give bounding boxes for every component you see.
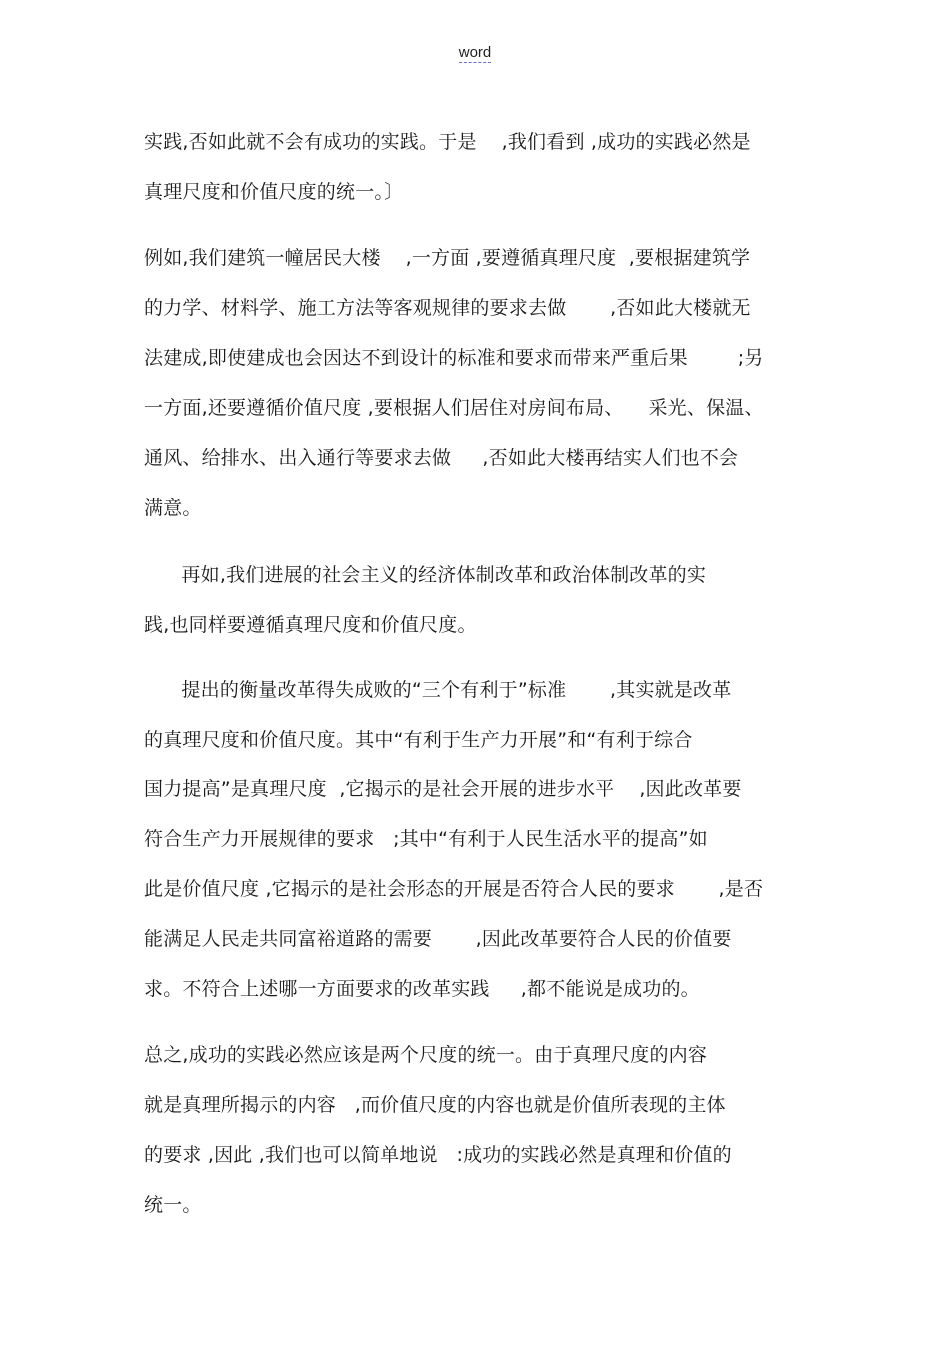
text-line: 实践,否如此就不会有成功的实践。于是 ,我们看到 ,成功的实践必然是 bbox=[144, 131, 751, 153]
text-line: 能满足人民走共同富裕道路的需要 ,因此改革要符合人民的价值要 bbox=[144, 928, 732, 950]
text-line: 的真理尺度和价值尺度。其中“有利于生产力开展”和“有利于综合 bbox=[144, 729, 693, 751]
page-header bbox=[0, 44, 950, 61]
text-line: 真理尺度和价值尺度的统一。〕 bbox=[144, 181, 404, 203]
text-line: 例如,我们建筑一幢居民大楼 ,一方面 ,要遵循真理尺度 ,要根据建筑学 bbox=[144, 247, 751, 269]
text-line: 总之,成功的实践必然应该是两个尺度的统一。由于真理尺度的内容 bbox=[144, 1044, 708, 1066]
text-line: 法建成,即使建成也会因达不到设计的标准和要求而带来严重后果 ;另 bbox=[144, 347, 764, 369]
text-line: 统一。 bbox=[144, 1194, 202, 1216]
text-line: 一方面,还要遵循价值尺度 ,要根据人们居住对房间布局、 采光、保温、 bbox=[144, 397, 764, 419]
text-line: 提出的衡量改革得失成败的“三个有利于”标准 ,其实就是改革 bbox=[144, 679, 732, 701]
text-line: 求。不符合上述哪一方面要求的改革实践 ,都不能说是成功的。 bbox=[144, 978, 700, 1000]
text-line: 的力学、材料学、施工方法等客观规律的要求去做 ,否如此大楼就无 bbox=[144, 297, 751, 319]
text-line: 践,也同样要遵循真理尺度和价值尺度。 bbox=[144, 614, 477, 636]
text-line: 国力提高”是真理尺度 ,它揭示的是社会开展的进步水平 ,因此改革要 bbox=[144, 778, 742, 800]
text-line: 此是价值尺度 ,它揭示的是社会形态的开展是否符合人民的要求 ,是否 bbox=[144, 878, 764, 900]
text-line: 就是真理所揭示的内容 ,而价值尺度的内容也就是价值所表现的主体 bbox=[144, 1094, 726, 1116]
header-title: word bbox=[458, 44, 492, 61]
text-line: 符合生产力开展规律的要求 ;其中“有利于人民生活水平的提高”如 bbox=[144, 828, 708, 850]
text-line: 满意。 bbox=[144, 497, 202, 519]
text-line: 的要求 ,因此 ,我们也可以简单地说 :成功的实践必然是真理和价值的 bbox=[144, 1144, 732, 1166]
text-line: 通风、给排水、出入通行等要求去做 ,否如此大楼再结实人们也不会 bbox=[144, 447, 739, 469]
text-line: 再如,我们进展的社会主义的经济体制改革和政治体制改革的实 bbox=[144, 564, 707, 586]
